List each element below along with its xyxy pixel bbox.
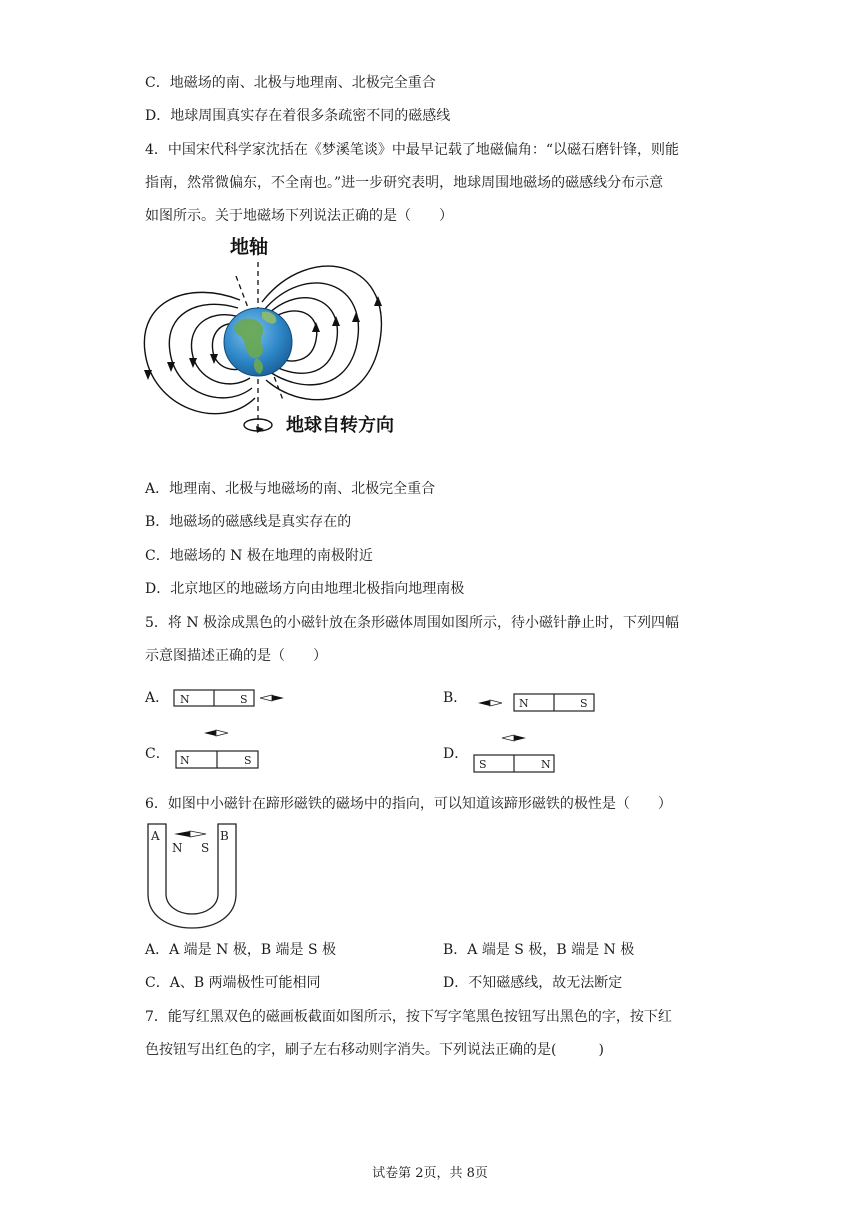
q6-stem-line-1: 6．如图中小磁针在蹄形磁铁的磁场中的指向，可以知道该蹄形磁铁的极性是（ ） bbox=[145, 796, 672, 812]
bar-b-left-pole: N bbox=[519, 697, 529, 710]
q4-option-b: B．地磁场的磁感线是真实存在的 bbox=[145, 514, 352, 530]
compass-needle-a bbox=[260, 695, 284, 701]
bar-c-left-pole: N bbox=[180, 754, 190, 767]
q5-stem-line-1: 5．将 N 极涂成黑色的小磁针放在条形磁体周围如图所示，待小磁针静止时，下列四幅 bbox=[145, 615, 680, 631]
bar-c-right-pole: S bbox=[244, 754, 252, 767]
q6-option-a: A．A 端是 N 极，B 端是 S 极 bbox=[145, 942, 337, 958]
earth-magnetic-field-figure bbox=[140, 232, 420, 444]
q5-option-d-label: D． bbox=[443, 746, 469, 762]
q6-option-d: D．不知磁感线，故无法断定 bbox=[443, 975, 623, 991]
bar-b-right-pole: S bbox=[580, 697, 588, 710]
compass-needle-d bbox=[502, 735, 526, 741]
q4-option-d: D．北京地区的地磁场方向由地理北极指向地理南极 bbox=[145, 581, 465, 597]
horseshoe-end-b: B bbox=[220, 829, 229, 843]
q5-option-d-figure bbox=[470, 730, 560, 776]
horseshoe-magnet-figure bbox=[144, 822, 240, 932]
q4-option-c: C．地磁场的 N 极在地理的南极附近 bbox=[145, 548, 373, 564]
rotation-label: 地球自转方向 bbox=[286, 415, 394, 436]
bar-d-left-pole: S bbox=[479, 758, 487, 771]
q4-option-a: A．地理南、北极与地磁场的南、北极完全重合 bbox=[145, 481, 436, 497]
q5-option-c-figure bbox=[172, 726, 267, 774]
q3-option-c: C．地磁场的南、北极与地理南、北极完全重合 bbox=[145, 75, 436, 91]
q5-option-a-figure bbox=[172, 688, 292, 710]
axis-label: 地轴 bbox=[230, 236, 269, 258]
q5-option-a-label: A． bbox=[145, 690, 170, 706]
q6-option-b: B．A 端是 S 极，B 端是 N 极 bbox=[443, 942, 635, 958]
needle-s-label: S bbox=[201, 841, 210, 855]
bar-d-right-pole: N bbox=[541, 758, 551, 771]
q4-stem-line-3: 如图所示。关于地磁场下列说法正确的是（ ） bbox=[145, 208, 453, 224]
q7-stem-line-2: 色按钮写出红色的字，刷子左右移动则字消失。下列说法正确的是( ) bbox=[145, 1042, 604, 1058]
compass-needle-c bbox=[204, 730, 228, 736]
q5-stem-line-2: 示意图描述正确的是（ ） bbox=[145, 648, 327, 664]
compass-needle-b bbox=[478, 700, 502, 706]
horseshoe-end-a: A bbox=[151, 829, 160, 843]
q5-option-c-label: C． bbox=[145, 746, 170, 762]
q5-option-b-label: B． bbox=[443, 690, 468, 706]
q6-option-c: C．A、B 两端极性可能相同 bbox=[145, 975, 321, 991]
q4-stem-line-2: 指南，然常微偏东，不全南也。”进一步研究表明，地球周围地磁场的磁感线分布示意 bbox=[145, 175, 664, 191]
q7-stem-line-1: 7．能写红黑双色的磁画板截面如图所示，按下写字笔黑色按钮写出黑色的字，按下红 bbox=[145, 1009, 672, 1025]
bar-a-left-pole: N bbox=[180, 693, 190, 706]
q5-option-b-figure bbox=[474, 692, 599, 714]
bar-a-right-pole: S bbox=[240, 693, 248, 706]
page-footer: 试卷第 2页，共 8页 bbox=[372, 1166, 488, 1181]
q4-stem-line-1: 4．中国宋代科学家沈括在《梦溪笔谈》中最早记载了地磁偏角：“以磁石磨针锋，则能 bbox=[145, 142, 680, 158]
q3-option-d: D．地球周围真实存在着很多条疏密不同的磁感线 bbox=[145, 108, 451, 124]
needle-n-label: N bbox=[172, 841, 183, 855]
horseshoe-compass-needle bbox=[174, 831, 206, 837]
